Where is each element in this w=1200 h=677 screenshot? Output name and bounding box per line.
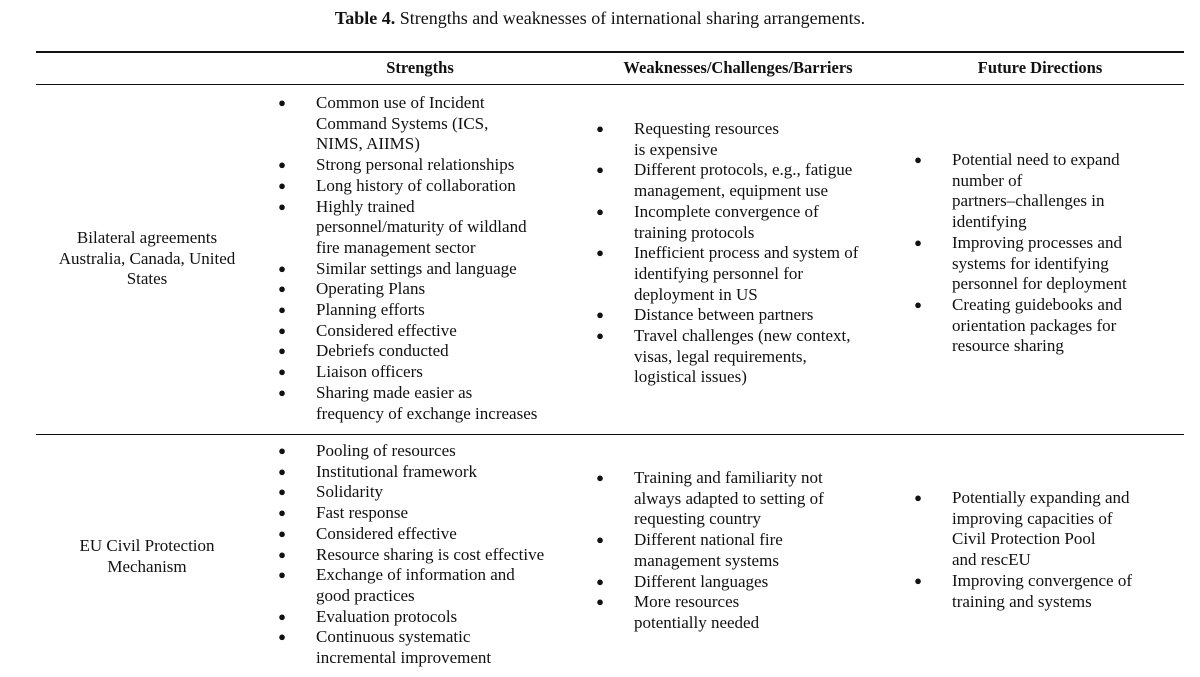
weaknesses-list-eu (594, 468, 894, 634)
list-item-line: Highly trained (316, 196, 415, 216)
list-item-line: Civil Protection Pool (952, 529, 1096, 549)
table-caption-text: Strengths and weaknesses of international sharing arrangements. (395, 8, 866, 28)
list-item (594, 119, 894, 160)
list-item (276, 627, 576, 668)
list-item-line: management, equipment use (634, 181, 829, 201)
row-label-line: Australia, Canada, United (58, 248, 236, 268)
list-item (276, 462, 576, 483)
bullet-icon: ● (278, 95, 286, 110)
list-item-line: potentially needed (634, 612, 760, 632)
row-label-line: States (126, 269, 168, 289)
list-item-line: partners–challenges in (952, 191, 1105, 211)
list-item (594, 572, 894, 593)
list-item-line: Similar settings and language (316, 258, 517, 278)
header-rule (36, 84, 1184, 85)
list-item-line: Distance between partners (634, 305, 814, 325)
bullet-icon: ● (278, 608, 286, 624)
list-item-line: Resource sharing is cost effective (316, 544, 545, 564)
list-item (594, 243, 894, 305)
list-item-line: Incomplete convergence of (634, 201, 819, 221)
top-rule (36, 51, 1184, 53)
bullet-icon: ● (596, 162, 604, 178)
list-item-line: Creating guidebooks and (952, 294, 1122, 314)
bullet-icon: ● (914, 490, 922, 505)
strengths-list-bilateral (276, 93, 576, 424)
list-item (594, 160, 894, 201)
row-label-line: EU Civil Protection (79, 536, 215, 555)
list-item-line: orientation packages for (952, 315, 1117, 335)
row-label-line: Bilateral agreements (76, 228, 218, 247)
bullet-icon: ● (278, 364, 286, 380)
row-label-eu (36, 536, 258, 577)
list-item-line: Exchange of information and (316, 565, 515, 585)
list-item (594, 305, 894, 326)
bullet-icon: ● (596, 307, 604, 323)
bullet-icon: ● (278, 546, 286, 562)
list-item (594, 592, 894, 633)
list-item-line: management systems (634, 550, 779, 570)
list-item-line: Different protocols, e.g., fatigue (634, 160, 853, 180)
bullet-icon: ● (278, 384, 286, 400)
list-item-line: deployment in US (634, 284, 758, 304)
list-item-line: visas, legal requirements, (634, 346, 807, 366)
list-item-line: Liaison officers (316, 362, 423, 382)
bullet-icon: ● (596, 121, 604, 136)
bullet-icon: ● (278, 322, 286, 338)
list-item (912, 233, 1182, 295)
list-item-line: personnel/maturity of wildland (316, 217, 527, 237)
list-item (276, 607, 576, 628)
bullet-icon: ● (596, 532, 604, 548)
bullet-icon: ● (278, 567, 286, 583)
list-item (276, 383, 576, 424)
list-item-line: incremental improvement (316, 648, 492, 668)
list-item-line: Requesting resources (634, 119, 779, 138)
list-item (276, 341, 576, 362)
bullet-icon: ● (278, 463, 286, 479)
list-item (276, 321, 576, 342)
list-item (276, 176, 576, 197)
list-item-line: good practices (316, 585, 415, 605)
header-future: Future Directions (977, 58, 1103, 77)
list-item-line: Continuous systematic (316, 627, 471, 647)
list-item (276, 155, 576, 176)
list-item-line: requesting country (634, 509, 761, 529)
list-item (276, 362, 576, 383)
row-divider-rule (36, 434, 1184, 435)
list-item (594, 530, 894, 571)
list-item-line: resource sharing (952, 336, 1064, 356)
list-item-line: is expensive (634, 139, 718, 159)
list-item-line: Inefficient process and system of (634, 243, 859, 263)
bullet-icon: ● (596, 328, 604, 344)
bullet-icon: ● (596, 573, 604, 589)
list-item (276, 565, 576, 606)
header-weaknesses: Weaknesses/Challenges/Barriers (623, 58, 853, 77)
bullet-icon: ● (278, 525, 286, 541)
list-item (912, 150, 1182, 233)
list-item (912, 488, 1182, 571)
bullet-icon: ● (596, 470, 604, 485)
list-item-line: number of (952, 170, 1023, 190)
list-item (912, 295, 1182, 357)
list-item-line: Evaluation protocols (316, 606, 458, 626)
strengths-list-eu (276, 441, 576, 669)
list-item-line: Debriefs conducted (316, 341, 449, 361)
bullet-icon: ● (278, 177, 286, 193)
future-list-eu (912, 488, 1182, 612)
header-strengths: Strengths (386, 58, 454, 77)
list-item-line: Potential need to expand (952, 150, 1120, 169)
list-item-line: Improving processes and (952, 232, 1122, 252)
list-item-line: training protocols (634, 222, 755, 242)
list-item-line: improving capacities of (952, 508, 1113, 528)
list-item (276, 197, 576, 259)
list-item-line: Improving convergence of (952, 570, 1133, 590)
list-item-line: More resources (634, 592, 740, 612)
bullet-icon: ● (278, 302, 286, 318)
list-item (912, 571, 1182, 612)
list-item-line: Potentially expanding and (952, 488, 1130, 507)
list-item (594, 326, 894, 388)
list-item (276, 482, 576, 503)
list-item (276, 300, 576, 321)
list-item-line: and rescEU (952, 550, 1031, 570)
list-item-line: Training and familiarity not (634, 468, 823, 487)
list-item-line: Different national fire (634, 530, 783, 550)
list-item-line: Command Systems (ICS, (316, 113, 489, 133)
list-item-line: Pooling of resources (316, 441, 456, 460)
weaknesses-list-bilateral (594, 119, 894, 388)
bullet-icon: ● (278, 443, 286, 458)
list-item-line: Institutional framework (316, 461, 477, 481)
list-item-line: Fast response (316, 503, 409, 523)
list-item (594, 202, 894, 243)
list-item-line: Sharing made easier as (316, 382, 473, 402)
list-item-line: logistical issues) (634, 367, 747, 387)
list-item-line: Solidarity (316, 482, 384, 502)
bullet-icon: ● (278, 484, 286, 500)
list-item-line: systems for identifying (952, 253, 1109, 273)
list-item (276, 503, 576, 524)
bullet-icon: ● (914, 572, 922, 588)
bullet-icon: ● (278, 629, 286, 645)
list-item (276, 259, 576, 280)
bullet-icon: ● (278, 157, 286, 173)
list-item (594, 468, 894, 530)
bullet-icon: ● (278, 505, 286, 521)
bullet-icon: ● (914, 152, 922, 167)
future-list-bilateral (912, 150, 1182, 357)
list-item (276, 93, 576, 155)
list-item-line: training and systems (952, 591, 1092, 611)
list-item-line: Strong personal relationships (316, 155, 515, 175)
list-item-line: personnel for deployment (952, 274, 1127, 294)
list-item-line: identifying personnel for (634, 263, 804, 283)
bullet-icon: ● (914, 296, 922, 312)
bullet-icon: ● (278, 343, 286, 359)
list-item-line: frequency of exchange increases (316, 403, 538, 423)
list-item-line: fire management sector (316, 237, 476, 257)
row-label-bilateral (36, 228, 258, 290)
bullet-icon: ● (278, 281, 286, 297)
list-item-line: Operating Plans (316, 279, 426, 299)
list-item-line: NIMS, AIIMS) (316, 134, 420, 154)
list-item-line: Considered effective (316, 320, 457, 340)
bullet-icon: ● (596, 245, 604, 261)
list-item-line: Considered effective (316, 523, 457, 543)
list-item-line: Travel challenges (new context, (634, 326, 851, 346)
list-item-line: identifying (952, 212, 1027, 232)
list-item (276, 524, 576, 545)
list-item-line: Long history of collaboration (316, 175, 516, 195)
bullet-icon: ● (596, 594, 604, 610)
list-item (276, 545, 576, 566)
bullet-icon: ● (914, 234, 922, 250)
list-item-line: Planning efforts (316, 300, 425, 320)
bullet-icon: ● (278, 198, 286, 214)
list-item-line: Common use of Incident (316, 93, 485, 112)
list-item (276, 279, 576, 300)
list-item-line: Different languages (634, 571, 769, 591)
list-item (276, 441, 576, 462)
list-item-line: always adapted to setting of (634, 488, 824, 508)
table-caption-label: Table 4. (334, 8, 396, 28)
row-label-line: Mechanism (107, 556, 187, 576)
bullet-icon: ● (278, 260, 286, 276)
table-caption (0, 6, 1200, 30)
bullet-icon: ● (596, 203, 604, 219)
